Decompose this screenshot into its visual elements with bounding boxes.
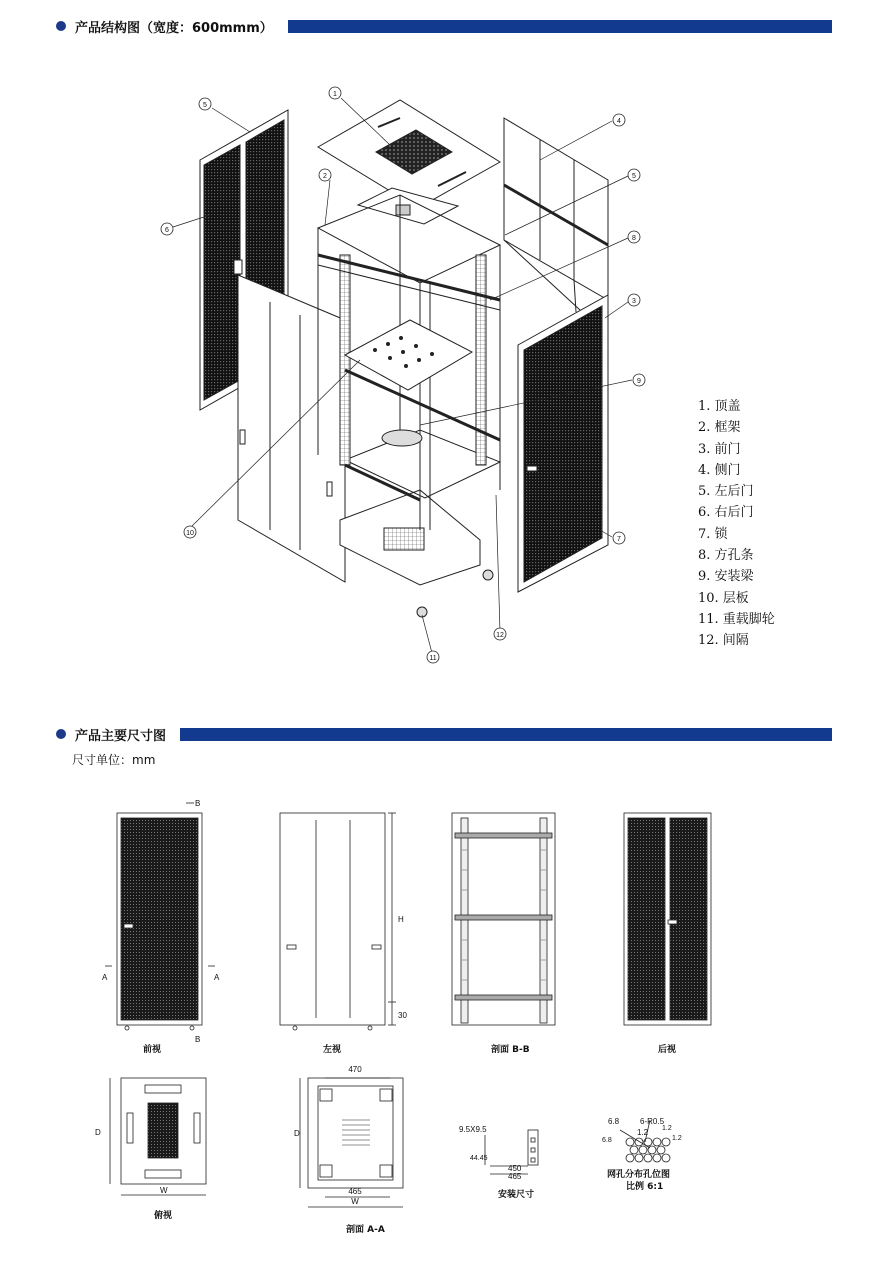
dim-label: B xyxy=(195,1035,201,1044)
section-header-dimensions xyxy=(56,727,172,744)
back-view xyxy=(624,813,711,1025)
top-view xyxy=(110,1078,206,1195)
legend-item: 6. 右后门 xyxy=(698,505,754,521)
dim-label: 470 xyxy=(348,1065,362,1074)
callout-label: 3 xyxy=(632,298,636,305)
dim-label: W xyxy=(351,1197,359,1206)
dim-label: 6-R0.5 xyxy=(640,1117,665,1126)
section-bb-view xyxy=(452,813,555,1025)
legend-item: 4. 侧门 xyxy=(698,462,741,478)
dim-label: D xyxy=(294,1129,300,1138)
caption-mount: 安装尺寸 xyxy=(498,1190,535,1200)
caption-front: 前视 xyxy=(143,1045,162,1055)
parts-legend xyxy=(698,396,775,652)
caption-section-aa: 剖面 A-A xyxy=(346,1225,385,1235)
callout-label: 12 xyxy=(496,632,504,639)
callout-label: 1 xyxy=(333,91,337,98)
dim-label: 9.5X9.5 xyxy=(459,1125,487,1134)
dim-label: 1.2 xyxy=(672,1135,682,1142)
dim-label: A xyxy=(102,973,108,982)
dim-label: D xyxy=(95,1128,101,1137)
dim-label: 450 xyxy=(508,1164,522,1173)
front-view xyxy=(105,803,215,1030)
front-mesh-door xyxy=(518,295,608,592)
dim-label: 465 xyxy=(508,1172,522,1181)
callout-label: 5 xyxy=(203,102,207,109)
dim-label: A xyxy=(214,973,220,982)
section-bar xyxy=(180,728,832,741)
front-door xyxy=(238,275,345,582)
legend-item: 2. 框架 xyxy=(698,420,741,436)
caption-hole-1: 网孔分布孔位图 xyxy=(607,1170,671,1180)
dim-label: 30 xyxy=(398,1011,407,1020)
dim-label: H xyxy=(398,915,404,924)
callout-label: 6 xyxy=(165,227,169,234)
top-cover xyxy=(318,100,500,208)
dim-label: 6.8 xyxy=(608,1117,620,1126)
caption-back: 后视 xyxy=(658,1045,677,1055)
dim-label: B xyxy=(195,799,201,808)
caption-hole-2: 比例 6:1 xyxy=(626,1182,664,1192)
caption-section-bb: 剖面 B-B xyxy=(491,1045,530,1055)
legend-item: 10. 层板 xyxy=(698,590,749,606)
dim-label: 6.8 xyxy=(602,1137,612,1144)
callout-label: 9 xyxy=(637,378,641,385)
legend-item: 3. 前门 xyxy=(698,441,741,457)
unit-note: 尺寸单位：mm xyxy=(72,753,156,767)
legend-item: 1. 顶盖 xyxy=(698,399,741,414)
legend-item: 9. 安装梁 xyxy=(698,569,754,585)
dim-label: 44.45 xyxy=(470,1155,488,1162)
legend-item: 11. 重载脚轮 xyxy=(698,611,775,627)
section-title: 产品主要尺寸图 xyxy=(75,728,167,744)
dim-label: 1.2 xyxy=(637,1128,649,1137)
callout-label: 2 xyxy=(323,173,327,180)
side-door xyxy=(504,118,608,312)
legend-item: 5. 左后门 xyxy=(698,484,754,500)
callout-label: 4 xyxy=(617,118,621,125)
callout-label: 11 xyxy=(429,655,437,662)
dim-label: 1.2 xyxy=(662,1125,672,1132)
legend-item: 7. 锁 xyxy=(698,526,728,542)
dimension-drawings xyxy=(0,780,880,1260)
left-view xyxy=(280,813,396,1030)
bullet-icon xyxy=(56,729,66,739)
dim-label: 465 xyxy=(348,1187,362,1196)
caption-left: 左视 xyxy=(323,1045,342,1055)
dim-label: W xyxy=(160,1186,168,1195)
legend-item: 12. 间隔 xyxy=(698,633,749,649)
callout-label: 7 xyxy=(617,536,621,543)
callout-label: 8 xyxy=(632,235,636,242)
legend-item: 8. 方孔条 xyxy=(698,548,754,564)
caption-top: 俯视 xyxy=(154,1211,173,1221)
callout-label: 10 xyxy=(186,530,194,537)
section-title: 产品结构图（宽度：600mmm） xyxy=(75,20,273,36)
callout-label: 5 xyxy=(632,173,636,180)
